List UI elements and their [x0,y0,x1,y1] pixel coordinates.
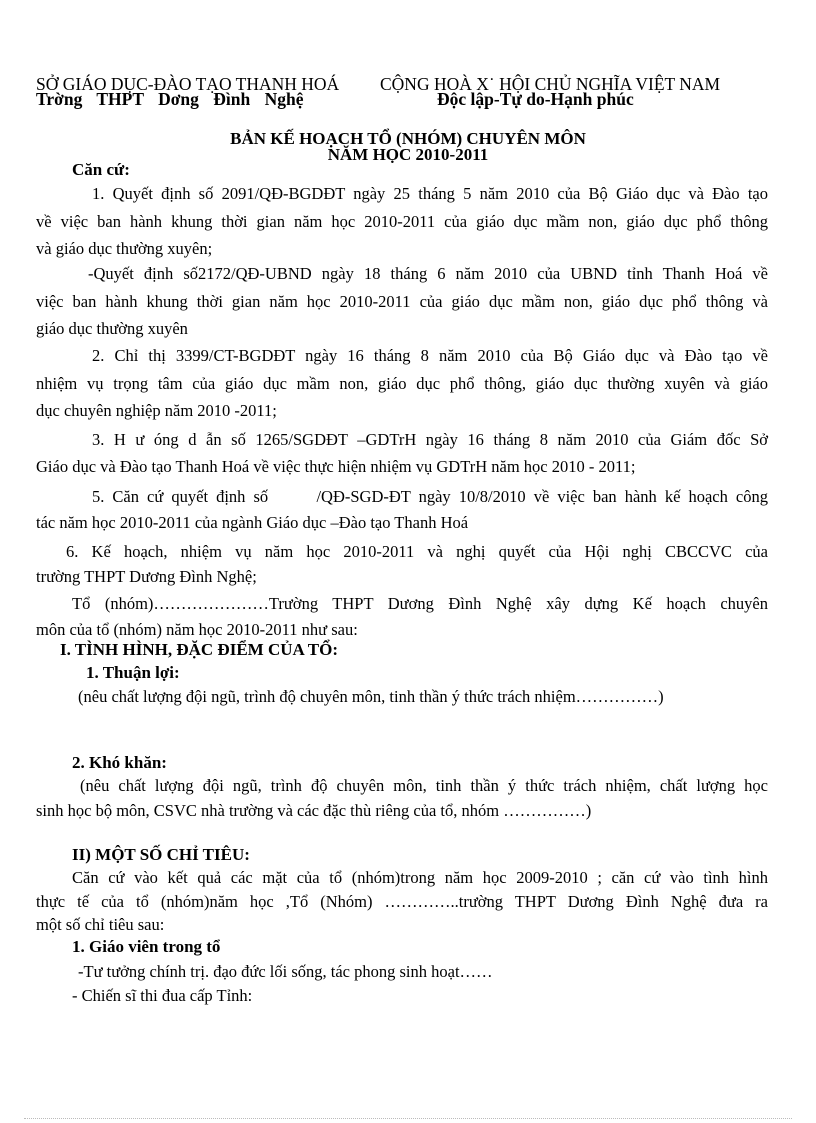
national-title: CỘNG HOÀ X˙ HỘI CHỦ NGHĨA VIỆT NAM [380,74,721,94]
basis-item-1-line-1: 1. Quyết định số 2091/QĐ-BGDĐT ngày 25 tháng 5 năm 2010 của Bộ Giáo dục và Đào tạo [92,184,768,203]
basis-item-3-line-2: Giáo dục và Đào tạo Thanh Hoá về việc thực hiện nhiệm vụ GDTrH năm học 2010 - 2011; [36,457,636,476]
basis-item-5-line-1: 5. Căn cứ quyết định số /QĐ-SGD-ĐT ngày 10/8/2010 về việc ban hành kế hoạch công [92,487,768,506]
targets-intro-line-1: Căn cứ vào kết quả các mặt của tổ (nhóm)trong năm học 2009-2010 ; căn cứ vào tình hình [72,868,768,887]
basis-item-2-line-1: 2. Chỉ thị 3399/CT-BGDĐT ngày 16 tháng 8 năm 2010 của Bộ Giáo dục và Đào tạo về [92,346,768,365]
teacher-target-2: - Chiến sĩ thi đua cấp Tỉnh: [72,986,253,1005]
targets-intro-line-2: thực tế của tổ (nhóm)năm học ,Tổ (Nhóm) …………..trường THPT Dương Đình Nghệ đưa ra [36,892,768,911]
difficulties-heading: 2. Khó khăn: [72,753,167,772]
basis-item-1-line-2: về việc ban hành khung thời gian năm học 2010-2011 của giáo dục mầm non, giáo dục phổ thông [36,212,768,231]
basis-item-1-line-3: và giáo dục thường xuyên; [36,239,213,258]
advantages-text: (nêu chất lượng đội ngũ, trình độ chuyên môn, tinh thần ý thức trách nhiệm……………) [78,687,664,706]
document-subtitle: NĂM HỌC 2010-2011 [327,145,489,164]
teachers-heading: 1. Giáo viên trong tổ [72,937,221,956]
basis-item-5-line-2: tác năm học 2010-2011 của ngành Giáo dục –Đào tạo Thanh Hoá [36,513,469,532]
national-motto: Độc lập-Tự do-Hạnh phúc [437,89,634,109]
section-2-heading: II) MỘT SỐ CHỈ TIÊU: [72,845,250,864]
page-bottom-edge [24,1118,792,1119]
basis-item-3-line-1: 3. H ư óng d ẫn số 1265/SGDĐT –GDTrH ngày 16 tháng 8 năm 2010 của Giám đốc Sở [92,430,768,449]
department-name: SỞ GIÁO DỤC-ĐÀO TẠO THANH HOÁ [36,74,340,94]
teacher-target-1: -Tư tưởng chính trị. đạo đức lối sống, tác phong sinh hoạt…… [78,962,493,981]
basis-item-6-line-2: trường THPT Dương Đình Nghệ; [36,567,257,586]
difficulties-text-line-2: sinh học bộ môn, CSVC nhà trường và các đặc thù riêng của tổ, nhóm ……………) [36,801,592,820]
advantages-heading: 1. Thuận lợi: [86,663,180,682]
basis-item-2-line-2: nhiệm vụ trọng tâm của giáo dục mầm non, giáo dục phổ thông, giáo dục thường xuyên và giáo [36,374,768,393]
basis-heading: Căn cứ: [72,160,130,179]
plan-intro-line-2: môn của tổ (nhóm) năm học 2010-2011 như sau: [36,620,358,639]
document-title: BẢN KẾ HOẠCH TỔ (NHÓM) CHUYÊN MÔN [230,129,586,148]
difficulties-text-line-1: (nêu chất lượng đội ngũ, trình độ chuyên môn, tinh thần ý thức trách nhiệm, chất lượng học [80,776,768,795]
targets-intro-line-3: một số chỉ tiêu sau: [36,915,165,934]
section-1-heading: I. TÌNH HÌNH, ĐẶC ĐIỂM CỦA TỔ: [60,640,339,659]
basis-item-1b-line-1: -Quyết định số2172/QĐ-UBND ngày 18 tháng 6 năm 2010 của UBND tỉnh Thanh Hoá về [88,264,768,283]
basis-item-6-line-1: 6. Kế hoạch, nhiệm vụ năm học 2010-2011 và nghị quyết của Hội nghị CBCCVC của [66,542,768,561]
basis-item-2-line-3: dục chuyên nghiệp năm 2010 -2011; [36,401,277,420]
basis-item-1b-line-2: việc ban hành khung thời gian năm học 2010-2011 của giáo dục mầm non, giáo dục phổ thông và [36,292,768,311]
plan-intro-line-1: Tổ (nhóm)…………………Trường THPT Dương Đình Nghệ xây dựng Kế hoạch chuyên [72,594,768,613]
school-name: Trờng THPT Dơng Đình Nghệ [36,89,304,109]
basis-item-1b-line-3: giáo dục thường xuyên [36,319,188,338]
